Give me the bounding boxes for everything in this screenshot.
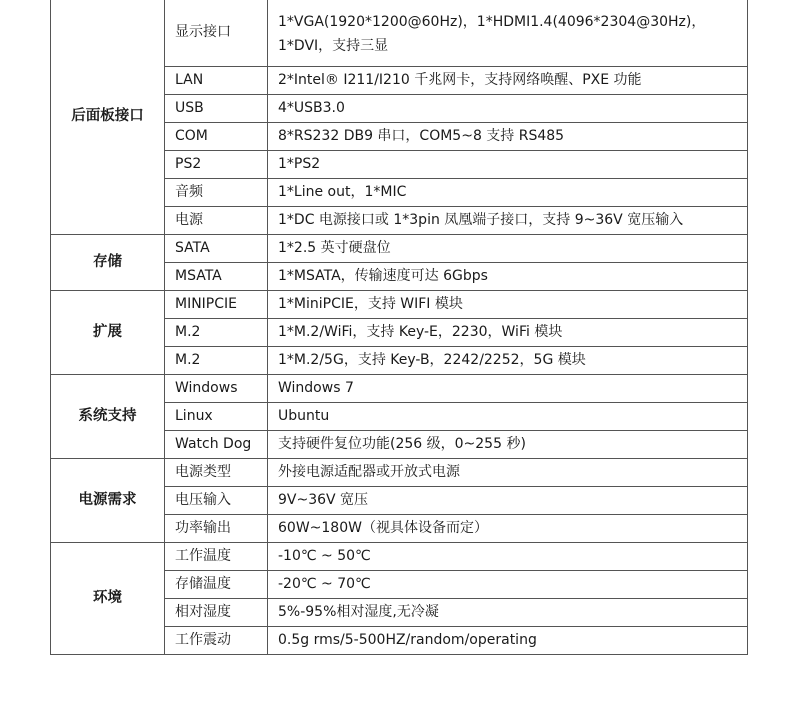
spec-value: 2*Intel® I211/I210 千兆网卡，支持网络唤醒、PXE 功能 <box>268 67 748 95</box>
spec-label: LAN <box>165 67 268 95</box>
spec-value: 1*M.2/WiFi，支持 Key-E，2230，WiFi 模块 <box>268 319 748 347</box>
spec-label: COM <box>165 123 268 151</box>
spec-value: Ubuntu <box>268 403 748 431</box>
table-row <box>51 543 748 571</box>
group-label: 存储 <box>51 235 165 291</box>
spec-value: 60W~180W（视具体设备而定） <box>268 515 748 543</box>
spec-value: 1*MiniPCIE，支持 WIFI 模块 <box>268 291 748 319</box>
spec-label: M.2 <box>165 319 268 347</box>
spec-value: 4*USB3.0 <box>268 95 748 123</box>
spec-value: 1*M.2/5G，支持 Key-B，2242/2252，5G 模块 <box>268 347 748 375</box>
spec-label: Linux <box>165 403 268 431</box>
spec-value: -10℃ ~ 50℃ <box>268 543 748 571</box>
spec-label: 工作震动 <box>165 627 268 655</box>
spec-label: M.2 <box>165 347 268 375</box>
spec-label: SATA <box>165 235 268 263</box>
spec-label: MSATA <box>165 263 268 291</box>
spec-label: Windows <box>165 375 268 403</box>
group-label: 电源需求 <box>51 459 165 543</box>
spec-value: 8*RS232 DB9 串口，COM5~8 支持 RS485 <box>268 123 748 151</box>
group-label: 系统支持 <box>51 375 165 459</box>
spec-label: 显示接口 <box>165 0 268 67</box>
spec-value: 1*2.5 英寸硬盘位 <box>268 235 748 263</box>
spec-label: 电源类型 <box>165 459 268 487</box>
spec-value: 9V~36V 宽压 <box>268 487 748 515</box>
table-row <box>51 235 748 263</box>
spec-label: 功率输出 <box>165 515 268 543</box>
spec-label: 电源 <box>165 207 268 235</box>
spec-table-body <box>51 0 748 655</box>
spec-value: 1*DC 电源接口或 1*3pin 凤凰端子接口，支持 9~36V 宽压输入 <box>268 207 748 235</box>
table-row <box>51 291 748 319</box>
table-row <box>51 459 748 487</box>
spec-value: 0.5g rms/5-500HZ/random/operating <box>268 627 748 655</box>
spec-value: 外接电源适配器或开放式电源 <box>268 459 748 487</box>
spec-value: 1*Line out，1*MIC <box>268 179 748 207</box>
spec-table <box>50 0 748 655</box>
spec-label: USB <box>165 95 268 123</box>
spec-label: 音频 <box>165 179 268 207</box>
group-label: 扩展 <box>51 291 165 375</box>
spec-value: 5%-95%相对湿度,无冷凝 <box>268 599 748 627</box>
group-label: 后面板接口 <box>51 0 165 235</box>
spec-label: 相对湿度 <box>165 599 268 627</box>
spec-label: PS2 <box>165 151 268 179</box>
spec-value: 1*VGA(1920*1200@60Hz)，1*HDMI1.4(4096*2304@30Hz)，1*DVI，支持三显 <box>268 0 748 67</box>
group-label: 环境 <box>51 543 165 655</box>
spec-value: 支持硬件复位功能(256 级，0~255 秒) <box>268 431 748 459</box>
table-row <box>51 0 748 67</box>
table-row <box>51 375 748 403</box>
spec-value: Windows 7 <box>268 375 748 403</box>
spec-label: Watch Dog <box>165 431 268 459</box>
spec-value: 1*PS2 <box>268 151 748 179</box>
spec-label: 存储温度 <box>165 571 268 599</box>
spec-label: MINIPCIE <box>165 291 268 319</box>
spec-value: 1*MSATA，传输速度可达 6Gbps <box>268 263 748 291</box>
spec-label: 工作温度 <box>165 543 268 571</box>
spec-value: -20℃ ~ 70℃ <box>268 571 748 599</box>
spec-label: 电压输入 <box>165 487 268 515</box>
